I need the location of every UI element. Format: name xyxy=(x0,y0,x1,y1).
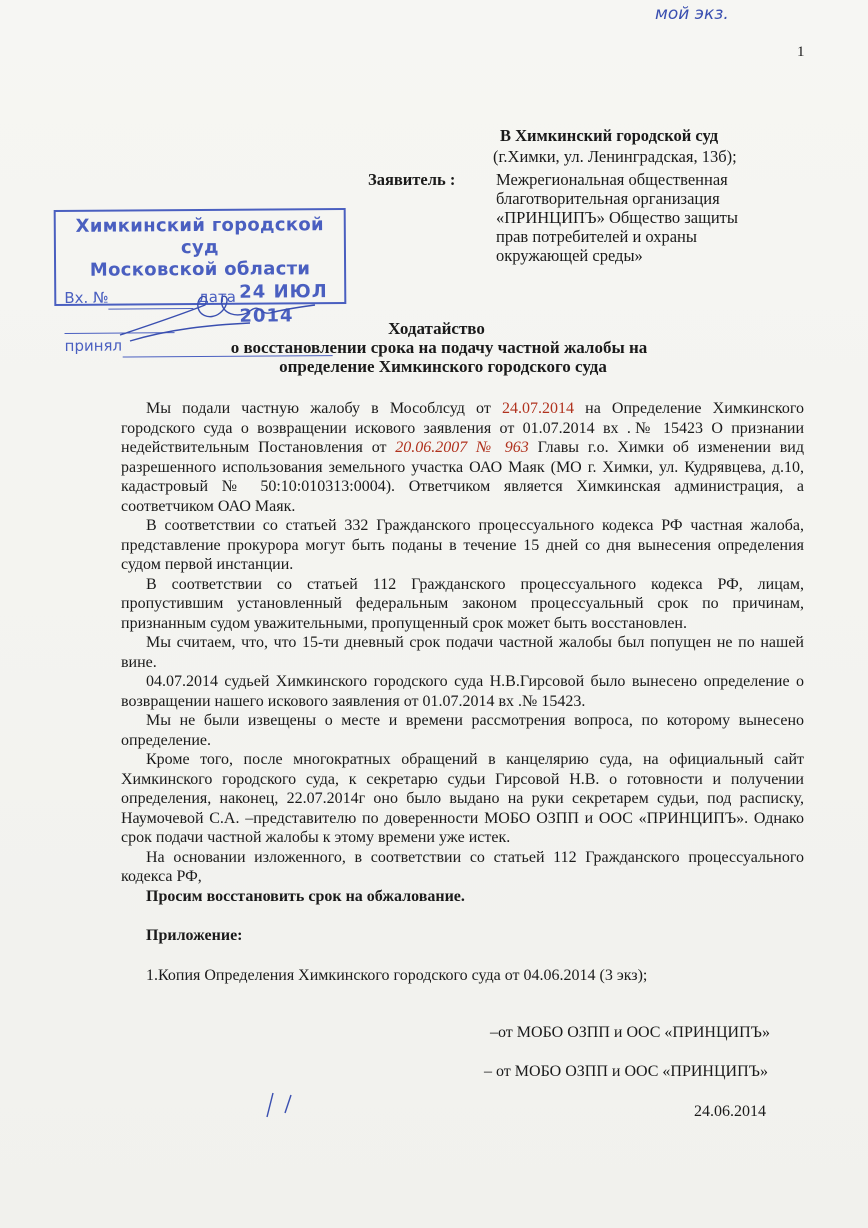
page-number: 1 xyxy=(797,44,805,60)
handwritten-note: мой экз. xyxy=(655,4,729,24)
paragraph-1: Мы подали частную жалобу в Мособлсуд от 24.07.2014 на Определение Химкинского городского суда о возвращении искового заявления от 01.07.2014 вх .№ 15423 О признании недействительным Постановления от 20.06.2007 № 963 Главы г.о. Химки об изменении вид разрешенного использования земельного участка ОАО Маяк (МО г. Химки, ул. Кудрявцева, д.10, кадастровый № 50:10:010313:0004). Ответчиком является Химкинская администрация, а соответчиком ОАО Маяк. xyxy=(121,400,805,515)
document-date: 24.06.2014 xyxy=(694,1103,766,1120)
applicant-line: окружающей среды» xyxy=(496,246,643,265)
stamp-date-label: дата xyxy=(198,287,236,307)
document-body xyxy=(121,399,804,985)
applicant-line: прав потребителей и охраны xyxy=(496,227,697,246)
request-line: Просим восстановить срок на обжалование. xyxy=(146,887,465,905)
signature-line-1: –от МОБО ОЗПП и ООС «ПРИНЦИПЪ» xyxy=(490,1024,770,1041)
paragraph-4: Мы считаем, что, что 15-ти дневный срок подачи частной жалобы был попущен не по нашей вине. xyxy=(121,634,804,671)
title-line: о восстановлении срока на подачу частной жалобы на xyxy=(230,338,648,357)
applicant-line: «ПРИНЦИПЪ» Общество защиты xyxy=(496,208,738,227)
title-line: определение Химкинского городского суда xyxy=(279,357,607,376)
stamp-incoming-label: Вх. № xyxy=(64,288,109,307)
stamp-date-value: 24 ИЮЛ 2014 xyxy=(239,281,328,327)
stamp-court-name: Химкинский городской суд xyxy=(75,214,324,259)
paragraph-6: Мы не были извещены о месте и времени рассмотрения вопроса, по которому вынесено определение. xyxy=(121,712,804,749)
paragraph-3: В соответствии со статьей 112 Гражданского процессуального кодекса РФ, лицам, пропустившим установленный федеральным законом процессуальный срок по причинам, признанным судом уважительными, пропущенный срок может быть восстановлен. xyxy=(121,575,804,632)
court-address: (г.Химки, ул. Ленинградская, 13б); xyxy=(493,147,737,166)
signature-line-2: – от МОБО ОЗПП и ООС «ПРИНЦИПЪ» xyxy=(484,1063,768,1080)
court-name: В Химкинский городской суд xyxy=(500,126,719,145)
paragraph-5: 04.07.2014 судьей Химкинского городского суда Н.В.Гирсовой было вынесено определение о возвращении нашего искового заявления от 01.07.2014 вх .№ 15423. xyxy=(121,673,804,710)
attachment-item: 1.Копия Определения Химкинского городского суда от 04.06.2014 (3 экз); xyxy=(146,966,648,984)
attachments-heading: Приложение: xyxy=(146,927,243,944)
paragraph-7: Кроме того, после многократных обращений в канцелярию суда, на официальный сайт Химкинского городского суда, к секретарю судьи Гирсовой Н.В. о готовности и получении определения, наконец, 22.07.2014г оно было выдано на руки секретарем судьи, под расписку, Наумочевой С.А. –представителю по доверенности МОБО ОЗПП и ООС «ПРИНЦИПЪ». Однако срок подачи частной жалобы к этому времени уже истек. xyxy=(121,751,804,846)
applicant-label: Заявитель : xyxy=(368,170,456,189)
handwritten-mark xyxy=(255,1085,315,1125)
document-title xyxy=(0,319,868,376)
stamp-accepted-label: принял xyxy=(64,336,123,355)
applicant-line: Межрегиональная общественная xyxy=(496,170,728,189)
applicant-line: благотворительная организация xyxy=(496,189,720,208)
title-line: Ходатайство xyxy=(388,319,485,338)
stamp-region: Московской области xyxy=(89,258,311,281)
paragraph-2: В соответствии со статьей 332 Гражданского процессуального кодекса РФ частная жалоба, представление прокурора могут быть поданы в течение 15 дней со дня вынесения определения судом первой инстанции. xyxy=(121,517,804,573)
paragraph-8: На основании изложенного, в соответствии со статьей 112 Гражданского процессуального кодекса РФ, xyxy=(121,848,804,885)
applicant-block xyxy=(496,170,776,265)
